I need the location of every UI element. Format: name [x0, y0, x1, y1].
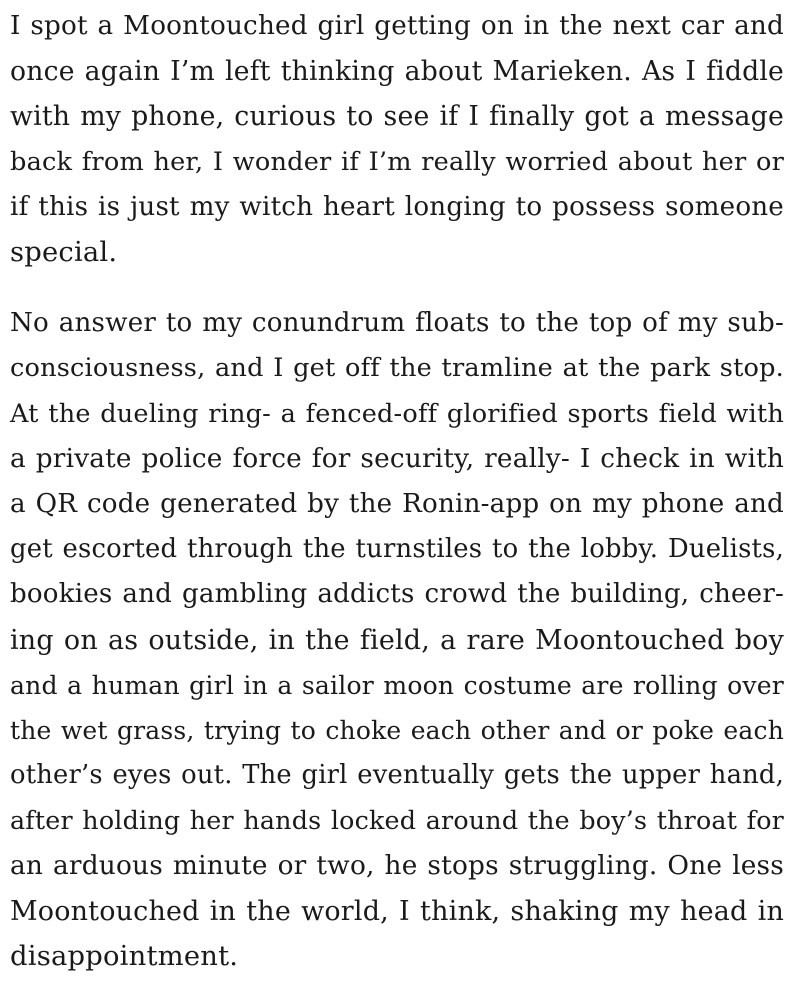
document-page — [10, 0, 784, 979]
text-line: consciousness, and I get off the tramline at the park stop. — [10, 353, 784, 384]
text-line: back from her, I wonder if I’m really worried about her or — [10, 146, 784, 177]
text-line: I spot a Moontouched girl getting on in the next car and — [10, 11, 784, 41]
text-line: once again I’m left thinking about Marieken. As I fiddle — [10, 56, 784, 88]
text-line: disappointment. — [10, 941, 239, 973]
text-line: No answer to my conundrum floats to the top of my sub- — [10, 308, 784, 339]
text-line: get escorted through the turnstiles to the lobby. Duelists, — [10, 534, 784, 565]
text-line: an arduous minute or two, he stops struggling. One less — [10, 850, 784, 881]
text-line: and a human girl in a sailor moon costume are rolling over — [10, 670, 784, 700]
text-line: if this is just my witch heart longing to possess someone — [10, 191, 784, 222]
text-line: after holding her hands locked around the boy’s throat for — [10, 805, 784, 836]
text-line: bookies and gambling addicts crowd the building, cheer- — [10, 579, 784, 610]
paragraph-2 — [10, 301, 784, 979]
text-line: other’s eyes out. The girl eventually gets the upper hand, — [10, 760, 784, 791]
paragraph-spacer — [10, 275, 784, 301]
text-line: special. — [10, 237, 118, 269]
text-line: the wet grass, trying to choke each other and or poke each — [10, 716, 784, 746]
paragraph-1 — [10, 0, 784, 275]
text-line: ing on as outside, in the field, a rare Moontouched boy — [10, 624, 784, 656]
text-line: a QR code generated by the Ronin-app on my phone and — [10, 489, 784, 520]
text-line: a private police force for security, really- I check in with — [10, 443, 784, 474]
text-line: At the dueling ring- a fenced-off glorified sports field with — [10, 398, 784, 429]
text-line: Moontouched in the world, I think, shaking my head in — [10, 895, 784, 927]
text-line: with my phone, curious to see if I finally got a message — [10, 101, 784, 133]
